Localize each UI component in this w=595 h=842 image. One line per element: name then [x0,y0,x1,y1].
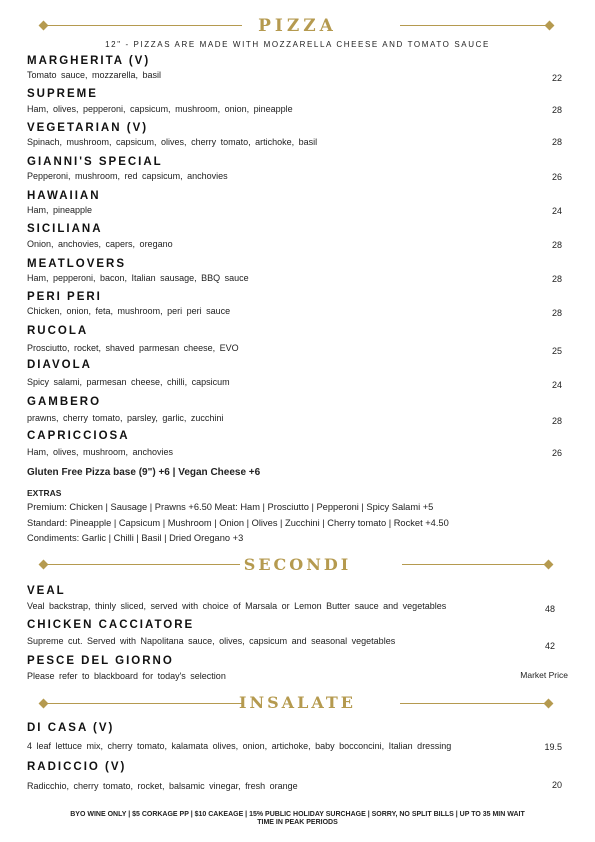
menu-item-price: 26 [551,448,562,458]
menu-item-price: 28 [551,416,562,426]
menu-item-price: 22 [551,73,562,83]
menu-item-name: SICILIANA [27,223,103,235]
menu-item-price: 25 [551,346,562,356]
section-title-secondi: SECONDI [243,555,352,574]
menu-item-price: 28 [551,105,562,115]
menu-item-desc: Ham, pepperoni, bacon, Italian sausage, BBQ sauce [27,273,249,283]
menu-item-name: HAWAIIAN [27,190,101,202]
menu-item-name: DIAVOLA [27,359,92,371]
menu-item-name: SUPREME [27,88,98,100]
footer-line: BYO WINE ONLY | $5 CORKAGE PP | $10 CAKEAGE | 15% PUBLIC HOLIDAY SURCHAGE | SORRY, NO SPLIT BILLS | UP TO 35 MIN WAIT [70,811,525,818]
extras-line: Standard: Pineapple | Capsicum | Mushroom | Onion | Olives | Zucchini | Cherry tomato | Rocket +4.50 [27,518,449,528]
menu-item-price: 24 [551,380,562,390]
menu-item-desc: Ham, olives, pepperoni, capsicum, mushroom, onion, pineapple [27,104,293,114]
menu-item-price: 28 [551,137,562,147]
menu-item-desc: Pepperoni, mushroom, red capsicum, anchovies [27,171,228,181]
menu-item-price: 48 [544,604,555,614]
menu-item-desc: Ham, olives, mushroom, anchovies [27,447,174,457]
menu-item-name: RUCOLA [27,325,89,337]
menu-item-price: 28 [551,274,562,284]
extras-title: EXTRAS [27,488,62,498]
menu-item-desc: Prosciutto, rocket, shaved parmesan cheese, EVO [27,343,239,353]
menu-item-name: RADICCIO (V) [27,761,127,773]
menu-item-name: VEGETARIAN (V) [27,122,149,134]
menu-item-name: CAPRICCIOSA [27,430,130,442]
extras-line: Condiments: Garlic | Chilli | Basil | Dried Oregano +3 [27,533,244,543]
menu-item-desc: Radicchio, cherry tomato, rocket, balsamic vinegar, fresh orange [27,781,298,791]
menu-item-desc: Chicken, onion, feta, mushroom, peri peri sauce [27,306,231,316]
menu-item-desc: Spicy salami, parmesan cheese, chilli, capsicum [27,377,230,387]
menu-item-price: 28 [551,308,562,318]
menu-item-name: MARGHERITA (V) [27,55,151,67]
menu-item-price: 26 [551,172,562,182]
menu-item-desc: Spinach, mushroom, capsicum, olives, cherry tomato, artichoke, basil [27,137,318,147]
section-title-insalate: INSALATE [239,693,356,712]
menu-item-desc: Tomato sauce, mozzarella, basil [27,70,162,80]
section-title-pizza: PIZZA [258,16,337,36]
menu-item-price: 42 [544,641,555,651]
extras-line: Premium: Chicken | Sausage | Prawns +6.50 Meat: Ham | Prosciutto | Pepperoni | Spicy Salami +5 [27,502,434,512]
menu-item-desc: Onion, anchovies, capers, oregano [27,239,173,249]
menu-item-name: CHICKEN CACCIATORE [27,619,195,631]
footer-line: TIME IN PEAK PERIODS [257,819,338,826]
menu-item-name: GIANNI'S SPECIAL [27,156,163,168]
menu-item-desc: Ham, pineapple [27,205,93,215]
gluten-free-note: Gluten Free Pizza base (9") +6 | Vegan Cheese +6 [27,467,261,478]
divider-line-right [400,703,546,704]
menu-item-desc: Supreme cut. Served with Napolitana sauce, olives, capsicum and seasonal vegetables [27,636,396,646]
menu-item-name: GAMBERO [27,396,102,408]
pizza-subtitle: 12" - PIZZAS ARE MADE WITH MOZZARELLA CHEESE AND TOMATO SAUCE [105,40,490,49]
menu-item-desc: prawns, cherry tomato, parsley, garlic, zucchini [27,413,224,423]
menu-item-price: Market Price [520,670,568,680]
menu-item-name: VEAL [27,585,66,597]
menu-item-price: 28 [551,240,562,250]
menu-item-name: PESCE DEL GIORNO [27,655,174,667]
footer-notice [40,811,555,827]
menu-item-name: DI CASA (V) [27,722,115,734]
divider-line-right [400,25,548,26]
menu-item-name: PERI PERI [27,291,102,303]
menu-item-price: 24 [551,206,562,216]
menu-item-price: 20 [551,780,562,790]
menu-item-desc: Veal backstrap, thinly sliced, served with choice of Marsala or Lemon Butter sauce and vegetables [27,601,447,611]
menu-item-price: 19.5 [544,742,562,752]
menu-item-desc: Please refer to blackboard for today's selection [27,671,226,681]
menu-item-name: MEATLOVERS [27,258,127,270]
divider-line-right [402,564,546,565]
menu-item-desc: 4 leaf lettuce mix, cherry tomato, kalamata olives, onion, artichoke, baby bocconcini, Italian dressing [27,741,452,751]
